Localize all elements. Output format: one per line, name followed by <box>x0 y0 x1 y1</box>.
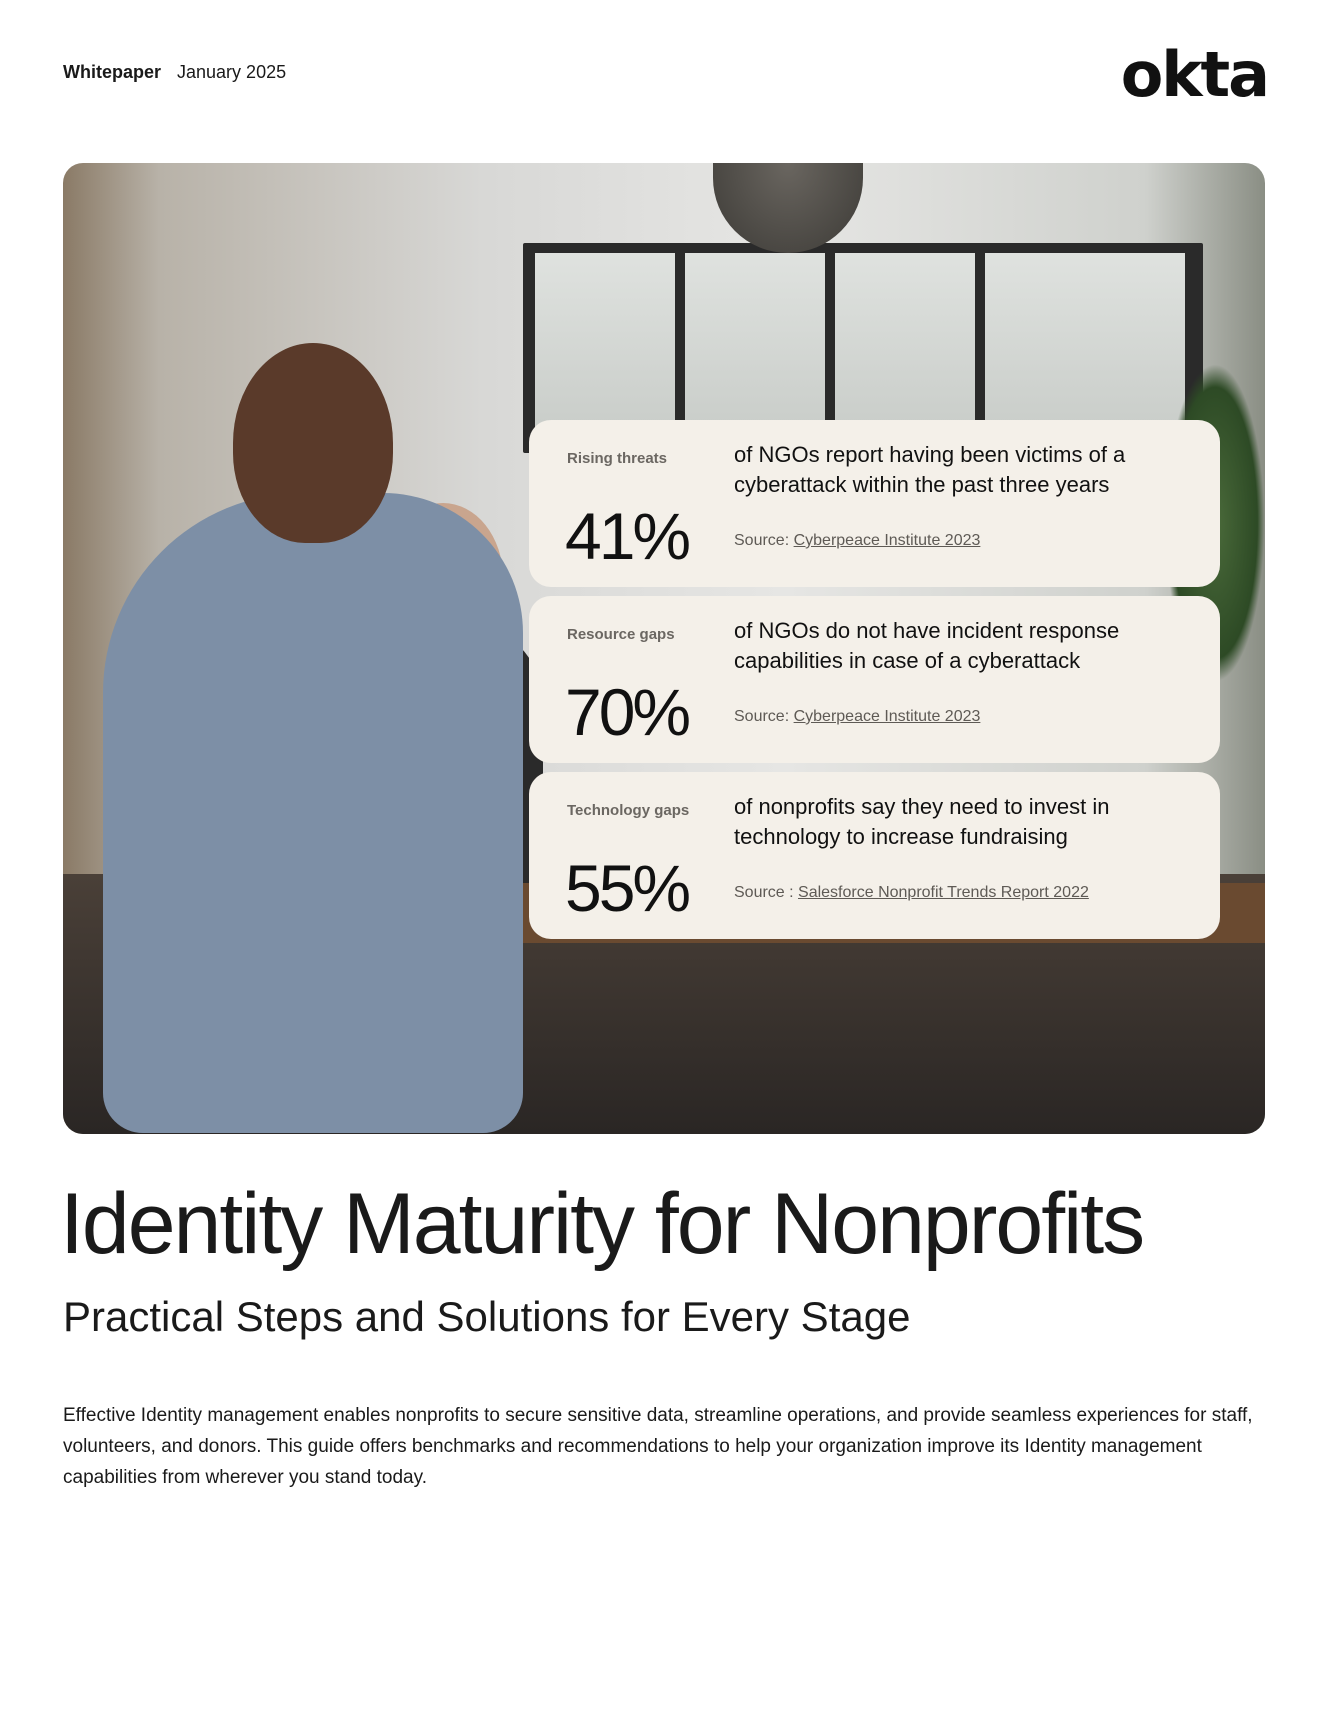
source-link[interactable]: Salesforce Nonprofit Trends Report 2022 <box>798 884 1089 901</box>
source-link[interactable]: Cyberpeace Institute 2023 <box>793 708 981 725</box>
stat-source <box>734 532 980 550</box>
stat-label: Technology gaps <box>567 802 690 819</box>
ceiling-lamp <box>713 163 863 253</box>
stat-card-technology-gaps <box>529 772 1220 939</box>
page-title: Identity Maturity for Nonprofits <box>60 1176 1144 1272</box>
source-prefix: Source : <box>734 884 799 901</box>
stat-value: 41% <box>565 499 689 573</box>
stat-card-resource-gaps <box>529 596 1220 763</box>
stat-label: Rising threats <box>567 450 668 467</box>
hero-photo <box>63 163 1265 1134</box>
stat-value: 55% <box>565 851 689 925</box>
stat-source <box>734 708 980 726</box>
header-meta <box>63 62 286 83</box>
stat-description: of nonprofits say they need to invest in technology to increase fundraising <box>734 794 1110 849</box>
stat-card-rising-threats <box>529 420 1220 587</box>
source-prefix: Source: <box>734 708 794 725</box>
man-head <box>233 343 393 543</box>
source-link[interactable]: Cyberpeace Institute 2023 <box>793 532 981 549</box>
doc-type: Whitepaper <box>63 62 162 82</box>
man-figure <box>103 493 523 1133</box>
stat-description: of NGOs report having been victims of a cyberattack within the past three years <box>734 442 1126 497</box>
okta-logo: okta <box>1120 38 1268 111</box>
page-subtitle: Practical Steps and Solutions for Every Stage <box>63 1293 911 1340</box>
source-prefix: Source: <box>734 532 794 549</box>
stat-label: Resource gaps <box>567 626 675 643</box>
doc-date: January 2025 <box>177 62 287 82</box>
intro-paragraph: Effective Identity management enables nonprofits to secure sensitive data, streamline operations, and provide seamless experiences for staff, volunteers, and donors. This guide offers benchmarks and recommendations to help your organization improve its Identity management capabilities from wherever you stand today. <box>63 1405 1253 1488</box>
stat-description: of NGOs do not have incident response capabilities in case of a cyberattack <box>734 618 1120 673</box>
stat-source <box>734 884 1089 902</box>
stat-value: 70% <box>565 675 689 749</box>
